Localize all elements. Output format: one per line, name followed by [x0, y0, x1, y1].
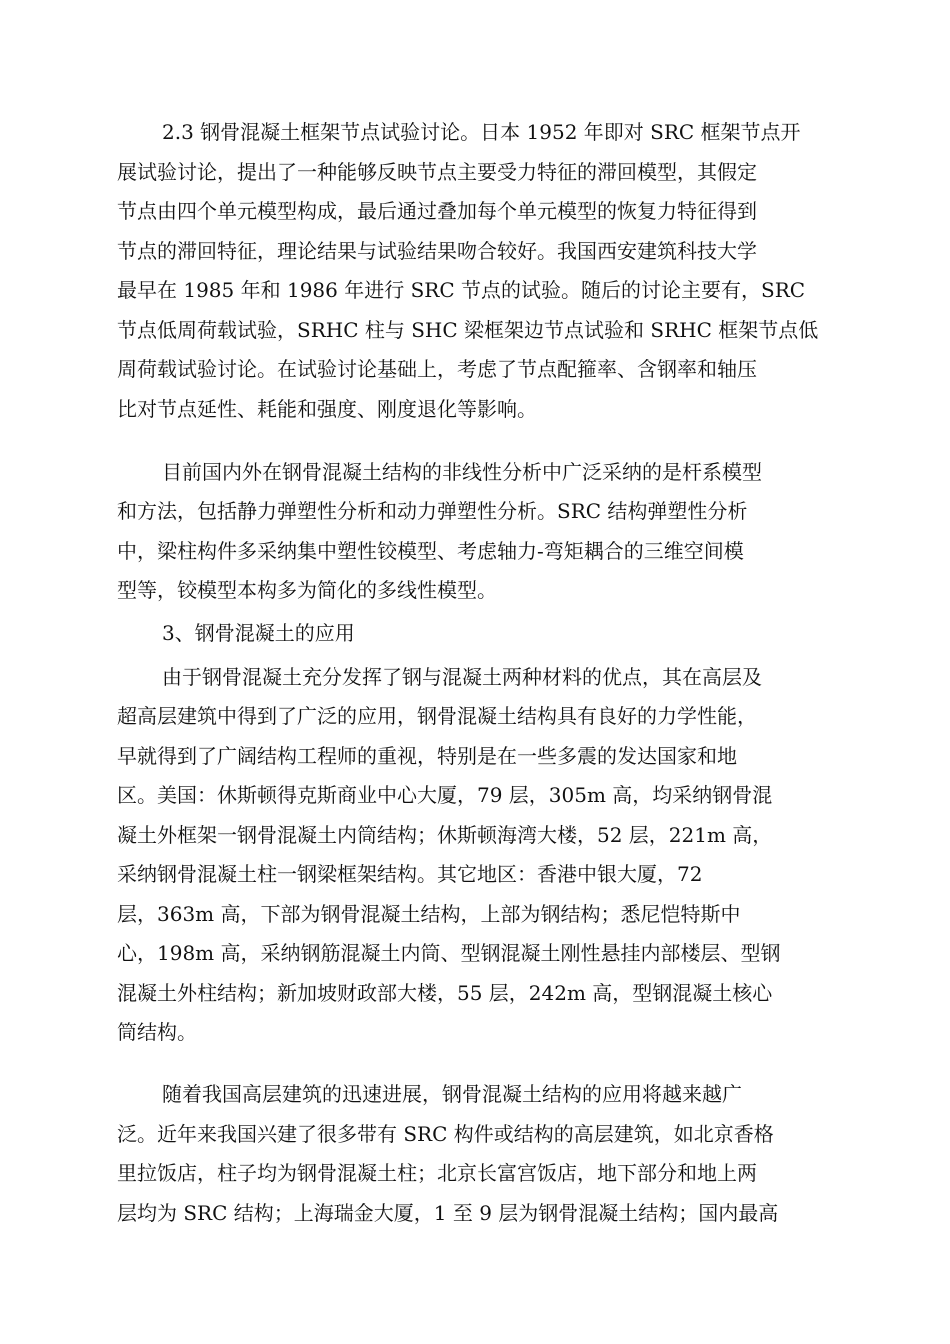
paragraph-3-line-3: 早就得到了广阔结构工程师的重视，特别是在一些多震的发达国家和地: [117, 744, 737, 768]
paragraph-3-line-4: 区。美国：休斯顿得克斯商业中心大厦，79 层，305m 高，均采纳钢骨混: [117, 783, 773, 807]
paragraph-1-line-8: 比对节点延性、耗能和强度、刚度退化等影响。: [117, 397, 537, 421]
paragraph-1-line-6: 节点低周荷载试验，SRHC 柱与 SHC 梁框架边节点试验和 SRHC 框架节点低: [117, 318, 819, 342]
paragraph-1-line-4: 节点的滞回特征，理论结果与试验结果吻合较好。我国西安建筑科技大学: [117, 239, 757, 263]
paragraph-3-line-6: 采纳钢骨混凝土柱一钢梁框架结构。其它地区：香港中银大厦，72: [117, 862, 703, 886]
paragraph-1-line-1: 2.3 钢骨混凝土框架节点试验讨论。日本 1952 年即对 SRC 框架节点开: [162, 120, 801, 144]
paragraph-4-line-2: 泛。近年来我国兴建了很多带有 SRC 构件或结构的高层建筑，如北京香格: [117, 1122, 774, 1146]
paragraph-3-line-10: 筒结构。: [117, 1020, 197, 1044]
paragraph-3-line-2: 超高层建筑中得到了广泛的应用，钢骨混凝土结构具有良好的力学性能，: [117, 704, 757, 728]
paragraph-1-line-3: 节点由四个单元模型构成，最后通过叠加每个单元模型的恢复力特征得到: [117, 199, 757, 223]
paragraph-4-line-4: 层均为 SRC 结构；上海瑞金大厦，1 至 9 层为钢骨混凝土结构；国内最高: [117, 1201, 779, 1225]
paragraph-2-line-2: 和方法，包括静力弹塑性分析和动力弹塑性分析。SRC 结构弹塑性分析: [117, 499, 748, 523]
paragraph-3-line-5: 凝土外框架一钢骨混凝土内筒结构；休斯顿海湾大楼，52 层，221m 高，: [117, 823, 773, 847]
paragraph-4-line-3: 里拉饭店，柱子均为钢骨混凝土柱；北京长富宫饭店，地下部分和地上两: [117, 1161, 757, 1185]
paragraph-2-line-4: 型等，铰模型本构多为简化的多线性模型。: [117, 578, 497, 602]
paragraph-2-line-1: 目前国内外在钢骨混凝土结构的非线性分析中广泛采纳的是杆系模型: [162, 460, 762, 484]
paragraph-1-line-5: 最早在 1985 年和 1986 年进行 SRC 节点的试验。随后的讨论主要有，SRC: [117, 278, 806, 302]
section-heading: 3、钢骨混凝土的应用: [162, 621, 355, 645]
paragraph-3-line-9: 混凝土外柱结构；新加坡财政部大楼，55 层，242m 高，型钢混凝土核心: [117, 981, 773, 1005]
paragraph-3-line-7: 层，363m 高，下部为钢骨混凝土结构，上部为钢结构；悉尼恺特斯中: [117, 902, 741, 926]
paragraph-3-line-1: 由于钢骨混凝土充分发挥了钢与混凝土两种材料的优点，其在高层及: [162, 665, 762, 689]
paragraph-1-line-2: 展试验讨论，提出了一种能够反映节点主要受力特征的滞回模型，其假定: [117, 160, 757, 184]
paragraph-1-line-7: 周荷载试验讨论。在试验讨论基础上，考虑了节点配箍率、含钢率和轴压: [117, 357, 757, 381]
paragraph-3-line-8: 心，198m 高，采纳钢筋混凝土内筒、型钢混凝土刚性悬挂内部楼层、型钢: [117, 941, 781, 965]
paragraph-4-line-1: 随着我国高层建筑的迅速进展，钢骨混凝土结构的应用将越来越广: [162, 1082, 742, 1106]
paragraph-2-line-3: 中，梁柱构件多采纳集中塑性铰模型、考虑轴力-弯矩耦合的三维空间模: [117, 539, 744, 563]
